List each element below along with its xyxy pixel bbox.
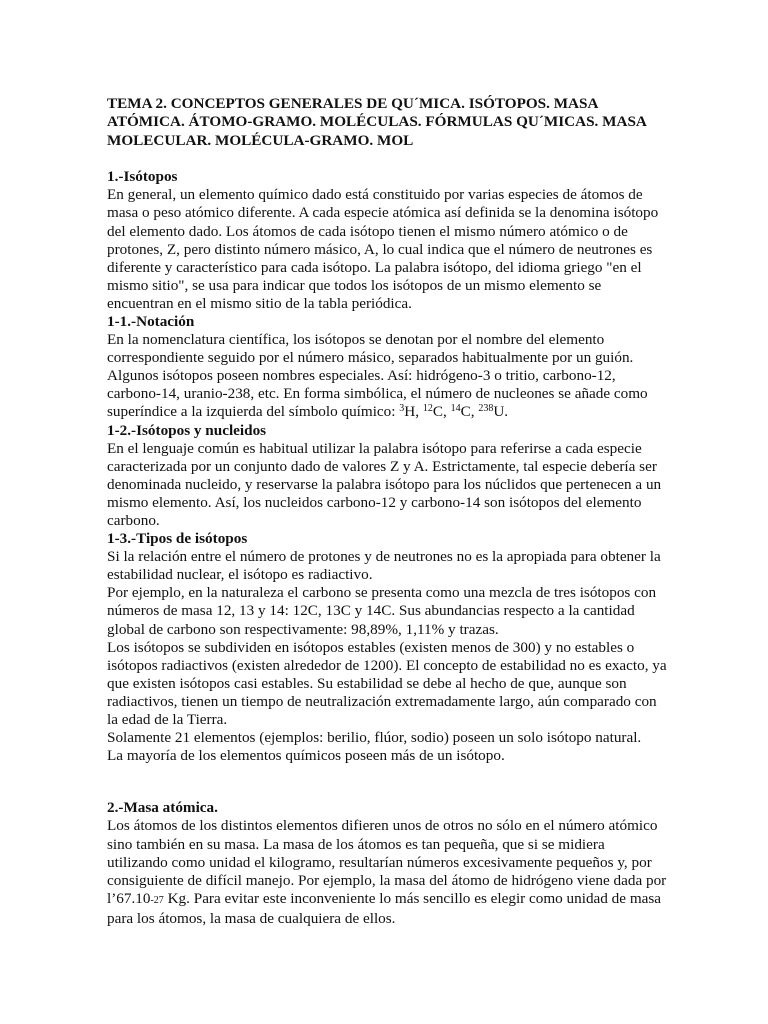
isotope-mass-number: 14 <box>450 403 461 415</box>
section-heading-nucleidos: 1-2.-Isótopos y nucleidos <box>107 421 267 439</box>
spacer <box>107 150 667 168</box>
masa-text: Los átomos de los distintos elementos difieren unos de otros no sólo en el número atómico sino también en su masa. La masa de los átomos es tan pequeña, que si se midiera utilizando como unidad el kilogramo, resultarían números excesivamente pequeños y, por consiguiente de difícil manejo. Por ejemplo, la masa del átomo de hidrógeno viene dada por l’67.10 <box>107 817 667 907</box>
symbol-separator: , <box>442 403 451 421</box>
paragraph-nucleidos: En el lenguaje común es habitual utilizar la palabra isótopo para referirse a cada especie caracterizada por un conjunto dado de valores Z y A. Estrictamente, tal especie debería ser denominada nucleido, y reservarse la palabra isótopo para los núclidos que pertenecen a un mismo elemento. Así, los nucleidos carbono-12 y carbono-14 son isótopos del elemento carbono. <box>107 439 662 529</box>
document-title: TEMA 2. CONCEPTOS GENERALES DE QU´MICA. ISÓTOPOS. MASA ATÓMICA. ÁTOMO-GRAMO. MOLÉCULAS. FÓRMULAS QU´MICAS. MASA MOLECULAR. MOLÉCULA-GRAMO. MOL <box>107 95 647 149</box>
paragraph-masa-atomica <box>107 817 667 928</box>
paragraph-isotopos: En general, un elemento químico dado está constituido por varias especies de átomos de masa o peso atómico diferente. A cada especie atómica así definida se la denomina isótopo del elemento dado. Los átomos de cada isótopo tienen el mismo número atómico o de protones, Z, pero distinto número másico, A, lo cual indica que el número de neutrones es diferente y característico para cada isótopo. La palabra isótopo, del idioma griego "en el mismo sitio", se usa para indicar que todos los isótopos de un mismo elemento se encuentran en el mismo sitio de la tabla periódica. <box>107 186 659 312</box>
element-symbol: H <box>404 403 416 421</box>
masa-exponent: -27 <box>150 894 164 906</box>
symbol-separator: , <box>470 403 479 421</box>
element-symbol: C <box>432 403 443 421</box>
isotope-mass-number: 12 <box>422 403 433 415</box>
paragraph-tipos: Los isótopos se subdividen en isótopos estables (existen menos de 300) y no estables o isótopos radiactivos (existen alrededor de 1200). El concepto de estabilidad no es exacto, ya que existen isótopos casi estables. Su estabilidad se debe al hecho de que, aunque son radiactivos, tienen un tiempo de neutralización extremadamente largo, aún comparado con la edad de la Tierra. <box>107 638 667 729</box>
section-heading-masa-atomica: 2.-Masa atómica. <box>107 799 218 817</box>
paragraph-tipos: La mayoría de los elementos químicos poseen más de un isótopo. <box>107 747 505 765</box>
spacer <box>107 765 667 799</box>
paragraph-notacion <box>107 331 667 421</box>
isotope-mass-number: 3 <box>399 403 405 415</box>
symbol-separator: , <box>415 403 423 421</box>
masa-text-rest: Kg. Para evitar este inconveniente lo más sencillo es elegir como unidad de masa para los átomos, la masa de cualquiera de ellos. <box>107 889 662 927</box>
element-symbol: U <box>493 403 505 421</box>
element-symbol: C <box>460 403 471 421</box>
notation-text: En la nomenclatura científica, los isótopos se denotan por el nombre del elemento correspondiente seguido por el número másico, separados habitualmente por un guión. Algunos isótopos poseen nombres especiales. Así: hidrógeno-3 o tritio, carbono-12, carbono-14, uranio-238, etc. En forma simbólica, el número de nucleones se añade como superíndice a la izquierda del símbolo químico: <box>107 331 648 421</box>
document-page <box>107 95 667 928</box>
isotope-mass-number: 238 <box>478 403 494 415</box>
section-heading-notacion: 1-1.-Notación <box>107 312 195 330</box>
paragraph-tipos: Si la relación entre el número de protones y de neutrones no es la apropiada para obtener la estabilidad nuclear, el isótopo es radiactivo. <box>107 548 661 584</box>
paragraph-tipos: Solamente 21 elementos (ejemplos: berilio, flúor, sodio) poseen un solo isótopo natural. <box>107 729 642 747</box>
section-heading-isotopos: 1.-Isótopos <box>107 168 178 186</box>
section-heading-tipos: 1-3.-Tipos de isótopos <box>107 530 248 548</box>
paragraph-tipos: Por ejemplo, en la naturaleza el carbono se presenta como una mezcla de tres isótopos con números de masa 12, 13 y 14: 12C, 13C y 14C. Sus abundancias respecto a la cantidad global de carbono son respectivamente: 98,89%, 1,11% y trazas. <box>107 584 657 638</box>
symbol-separator: . <box>504 403 509 421</box>
